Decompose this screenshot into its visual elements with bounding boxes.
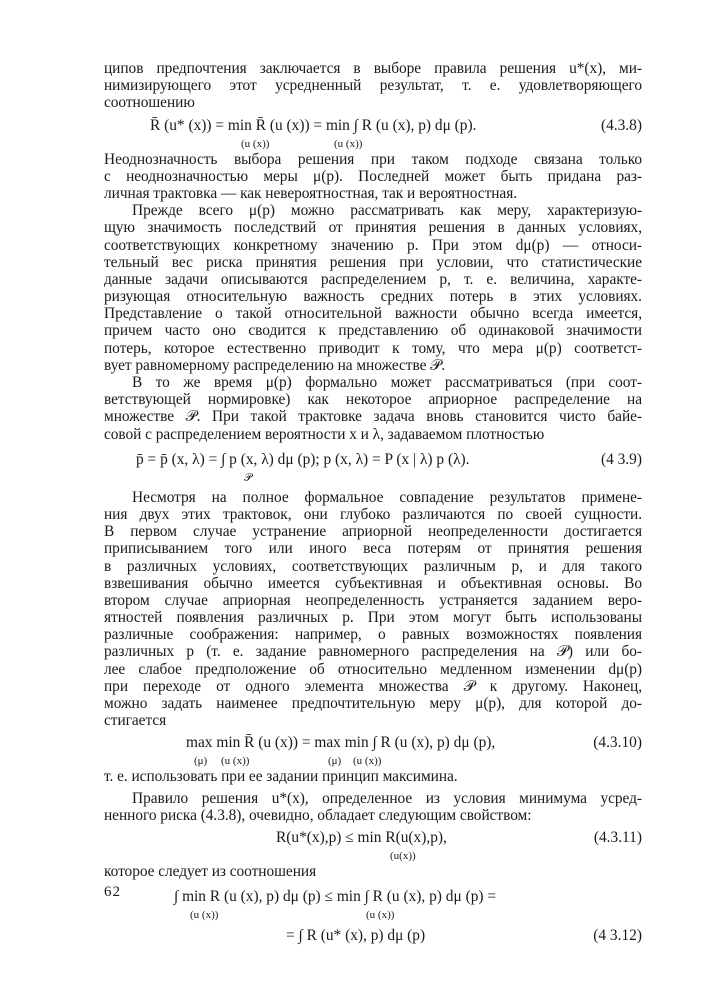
text-line: потерь, которое естественно приводит к тому, что мера μ(p) соответст- (104, 339, 642, 357)
subscript: (u (x)) (190, 909, 219, 922)
text-line: данные задачи описываются распределением p, т. е. величина, характе- (104, 270, 642, 288)
equation-subscripts (104, 908, 642, 922)
text-line: ния двух этих трактовок, они глубоко различаются по своей сущности. (104, 505, 642, 523)
subscript: (μ) (194, 755, 208, 768)
equation-4-3-9 (104, 449, 642, 471)
equation-body: ∫ min R (u (x), p) dμ (p) ≤ min ∫ R (u (x), p) dμ (p) = (174, 888, 497, 906)
paragraph-intro (104, 60, 642, 112)
text-line: при переходе от одного элемента множества 𝒫 к другому. Наконец, (104, 677, 642, 695)
equation-number: (4.3.10) (593, 734, 642, 752)
paragraph-property (104, 790, 642, 824)
text-line: нимизирующего этот усредненный результат, т. е. удовлетворяющего (104, 77, 642, 95)
text-line: ветствующей нормировке) как некоторое априорное распределение на (104, 391, 642, 409)
subscript: (u (x)) (353, 755, 382, 768)
text-line: тельный вес риска принятия решения при условии, что статистические (104, 253, 642, 271)
subscript: (u (x)) (241, 137, 270, 150)
text-line: лее слабое предположение об относительно медленном изменении dμ(p) (104, 660, 642, 678)
equation-number: (4.3.8) (600, 116, 642, 134)
subscript: (u (x)) (334, 137, 363, 150)
text-line: ненного риска (4.3.8), очевидно, обладает следующим свойством: (104, 806, 532, 824)
equation-number: (4.3.11) (593, 828, 642, 846)
text-line: ятностей появления различных p. При этом могут быть использованы (104, 609, 642, 627)
subscript: (u(x)) (390, 849, 416, 862)
text-line: личная трактовка — как невероятностная, так и вероятностная. (104, 184, 518, 202)
text-line: в различных условиях, соответствующих различным p, и для такого (104, 557, 642, 575)
equation-number: (4 3.9) (600, 450, 642, 468)
text-line: соответствующих конкретному значению p. При этом dμ(p) — относи- (104, 236, 642, 254)
equation-4-3-10 (104, 732, 642, 754)
text-line: В то же время μ(p) формально может рассматриваться (при соот- (132, 374, 642, 391)
text-line: стигается (104, 712, 167, 730)
subscript: 𝒫 (244, 471, 252, 484)
equation-subscripts (104, 137, 642, 151)
text-line: причем часто оно сводится к представлению об одинаковой значимости (104, 322, 642, 340)
text-line: множестве 𝒫. При такой трактовке задача вновь становится чисто байе- (104, 408, 642, 426)
text-line: втором случае априорная неопределенность устраняется заданием веро- (104, 591, 642, 609)
text-line: с неоднозначностью меры μ(p). Последней может быть придана раз- (104, 167, 642, 185)
paragraph-prior (104, 374, 642, 443)
equation-4-3-8 (104, 115, 642, 137)
equation-body: p̄ = p̄ (x, λ) = ∫ p (x, λ) dμ (p); p (x, λ) = P (x | λ) p (λ). (136, 450, 470, 468)
text-line: Правило решения u*(x), определенное из условия минимума усред- (132, 789, 642, 807)
equation-body: R̄ (u* (x)) = min R̄ (u (x)) = min ∫ R (u (x), p) dμ (p). (150, 116, 477, 134)
text-line: совой с распределением вероятности x и λ, задаваемом плотностью (104, 425, 545, 443)
text-line: Неоднозначность выбора решения при таком подходе связана только (104, 150, 642, 168)
equation-subscripts (104, 471, 642, 485)
text-line: ципов предпочтения заключается в выборе правила решения u*(x), ми- (104, 60, 642, 77)
equation-4-3-12-part-1 (104, 886, 642, 908)
text-line: приписыванием того или иного веса потерям от принятия решения (104, 540, 642, 558)
text-line: ризующая относительную важность средних потерь в этих условиях. (104, 288, 642, 306)
text-line: Прежде всего μ(p) можно рассматривать как меру, характеризую- (132, 202, 642, 220)
equation-subscripts (104, 849, 642, 863)
paragraph-comparison (104, 489, 642, 730)
equation-4-3-12-part-2 (104, 925, 642, 947)
equation-4-3-11 (104, 827, 642, 849)
text-line: В первом случае устранение априорной неопределенности достигается (104, 523, 642, 541)
paragraph-ambiguity (104, 151, 642, 203)
text-line: взвешивания обычно имеется субъективная и объективная основы. Во (104, 574, 642, 592)
text-line: можно задать наименее предпочтительную меру μ(p), для которой до- (104, 695, 642, 712)
equation-body: max min R̄ (u (x)) = max min ∫ R (u (x), p) dμ (p), (186, 734, 496, 752)
page-number: 62 (104, 884, 121, 900)
text-line: соотношению (104, 94, 195, 112)
equation-body: = ∫ R (u* (x), p) dμ (p) (286, 927, 426, 945)
text-line: вует равномерному распределению на множестве 𝒫. (104, 356, 446, 374)
text-line: которое следует из соотношения (104, 862, 317, 880)
text-line: Несмотря на полное формальное совпадение результатов примене- (132, 488, 642, 506)
text-line: различные соображения: например, о равных возможностях появления (104, 626, 642, 644)
subscript: (μ) (328, 755, 342, 768)
text-line: т. е. использовать при ее задании принцип максимина. (104, 768, 458, 786)
text-line: щую значимость последствий от принятия решения в данных условиях, (104, 219, 642, 237)
equation-body: R(u*(x),p) ≤ min R(u(x),p), (276, 828, 447, 846)
text-line: Представление о такой относительной важности обычно всегда имеется, (104, 305, 642, 323)
paragraph-measure (104, 202, 642, 374)
subscript: (u (x)) (366, 909, 395, 922)
page-content (104, 60, 642, 947)
text-line: различных p (т. е. задание равномерного распределения на 𝒫) или бо- (104, 643, 642, 661)
equation-number: (4 3.12) (593, 927, 642, 945)
subscript: (u (x)) (221, 755, 250, 768)
equation-subscripts (104, 754, 642, 768)
